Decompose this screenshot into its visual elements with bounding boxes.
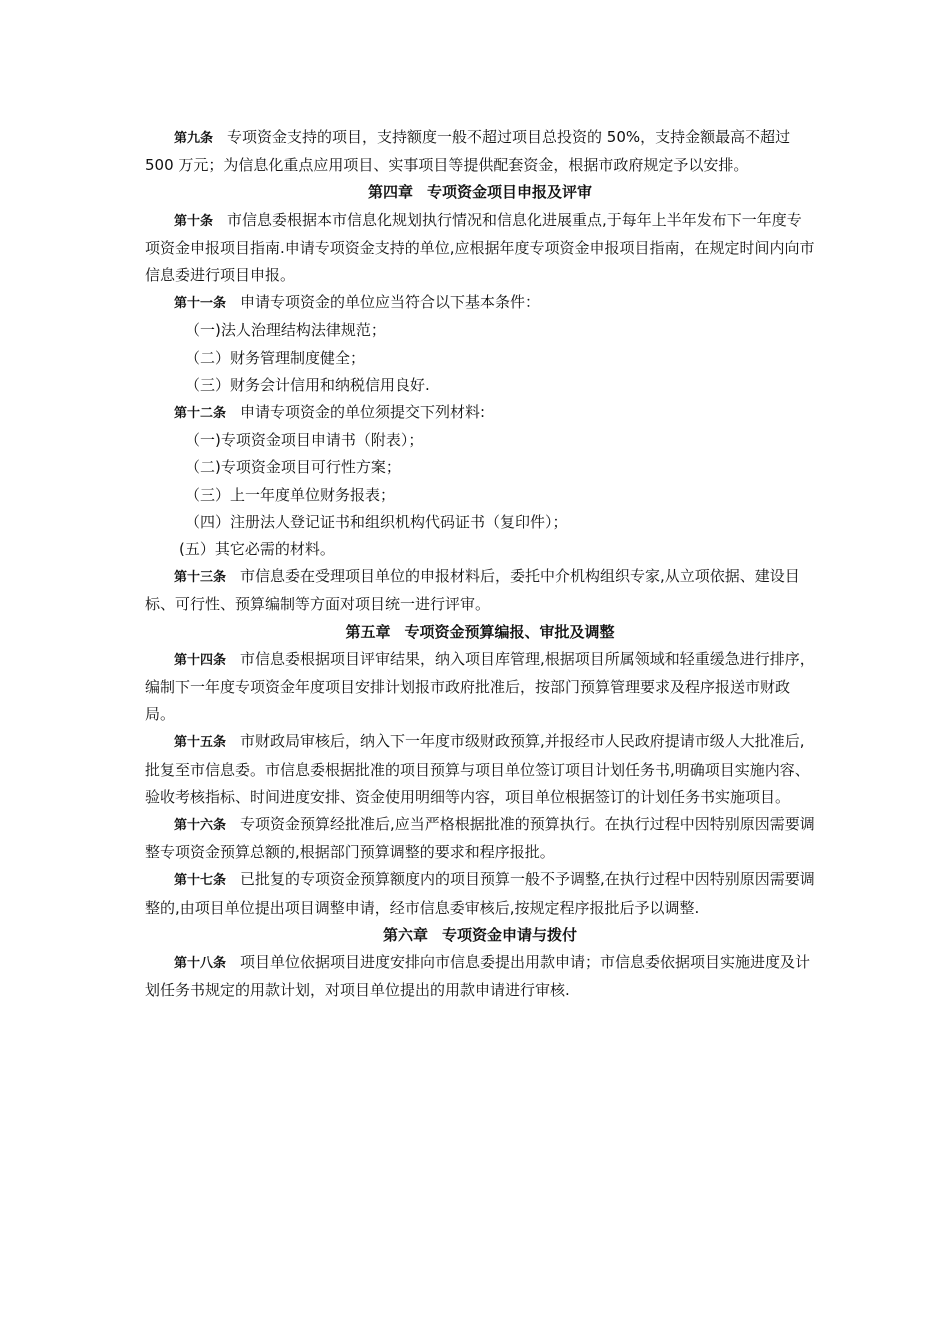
article-label: 第十七条 (174, 873, 227, 889)
article-text: 已批复的专项资金预算额度内的项目预算一般不予调整,在执行过程中因特别原因需要调整的,由项目单位提出项目调整申请，经市信息委审核后,按规定程序报批后予以调整. (145, 870, 815, 917)
article-17 (145, 866, 815, 921)
article-text: 申请专项资金的单位应当符合以下基本条件： (240, 293, 541, 312)
list-item: （一)法人治理结构法律规范； (185, 321, 386, 340)
article-label: 第十六条 (174, 818, 227, 834)
article-9 (145, 124, 815, 179)
article-text: 专项资金预算经批准后,应当严格根据批准的预算执行。在执行过程中因特别原因需要调整专项资金预算总额的,根据部门预算调整的要求和程序报批。 (145, 815, 815, 862)
article-text: 申请专项资金的单位须提交下列材料: (240, 403, 486, 422)
list-item: （三）上一年度单位财务报表； (185, 485, 396, 504)
article-14 (145, 646, 815, 729)
article-label: 第十二条 (174, 406, 227, 422)
document-body (145, 124, 815, 1005)
article-label: 第十一条 (174, 296, 227, 312)
article-label: 第十五条 (174, 735, 227, 751)
article-text: 市信息委根据项目评审结果，纳入项目库管理,根据项目所属领域和轻重缓急进行排序，编制下一年度专项资金年度项目安排计划报市政府批准后，按部门预算管理要求及程序报送市财政局。 (145, 649, 815, 724)
list-item: （二）财务管理制度健全； (185, 348, 366, 367)
article-label: 第十条 (174, 213, 214, 229)
chapter-number: 第四章 (367, 183, 413, 202)
list-item: （一)专项资金项目申请书（附表）； (185, 431, 424, 450)
chapter-4-heading (145, 179, 815, 206)
chapter-number: 第六章 (382, 925, 428, 944)
article-text: 项目单位依据项目进度安排向市信息委提出用款申请；市信息委依据项目实施进度及计划任务书规定的用款计划，对项目单位提出的用款申请进行审核. (145, 953, 811, 1000)
article-label: 第九条 (174, 131, 214, 146)
article-12 (145, 399, 815, 427)
article-text: 市信息委在受理项目单位的申报材料后，委托中介机构组织专家,从立项依据、建设目标、可行性、预算编制等方面对项目统一进行评审。 (145, 567, 800, 614)
article-13 (145, 563, 815, 618)
article-10 (145, 207, 815, 290)
chapter-5-heading (145, 619, 815, 646)
article-label: 第十八条 (174, 956, 227, 972)
chapter-title: 专项资金申请与拨付 (442, 925, 578, 944)
article-text: 专项资金支持的项目，支持额度一般不超过项目总投资的 50%，支持金额最高不超过 500 万元；为信息化重点应用项目、实事项目等提供配套资金，根据市政府规定予以安排。 (145, 128, 791, 175)
list-item: （四）注册法人登记证书和组织机构代码证书（复印件）； (185, 512, 568, 531)
article-text: 市信息委根据本市信息化规划执行情况和信息化进展重点,于每年上半年发布下一年度专项资金申报项目指南.申请专项资金支持的单位,应根据年度专项资金申报项目指南，在规定时间内向市信息委进行项目申报。 (145, 210, 815, 285)
article-label: 第十三条 (174, 570, 227, 586)
article-11 (145, 289, 815, 317)
article-15 (145, 728, 815, 811)
article-16 (145, 811, 815, 866)
chapter-6-heading (145, 922, 815, 949)
chapter-title: 专项资金预算编报、审批及调整 (404, 622, 615, 641)
chapter-title: 专项资金项目申报及评审 (427, 183, 593, 202)
article-18 (145, 949, 815, 1004)
article-text: 市财政局审核后，纳入下一年度市级财政预算,并报经市人民政府提请市级人大批准后,批复至市信息委。市信息委根据批准的项目预算与项目单位签订项目计划任务书,明确项目实施内容、验收考核指标、时间进度安排、资金使用明细等内容，项目单位根据签订的计划任务书实施项目。 (145, 732, 810, 806)
chapter-number: 第五章 (345, 622, 391, 641)
list-item: （二)专项资金项目可行性方案； (185, 458, 401, 477)
article-label: 第十四条 (174, 652, 227, 668)
list-item: （三）财务会计信用和纳税信用良好. (185, 375, 430, 394)
list-item: (五）其它必需的材料。 (179, 540, 335, 559)
